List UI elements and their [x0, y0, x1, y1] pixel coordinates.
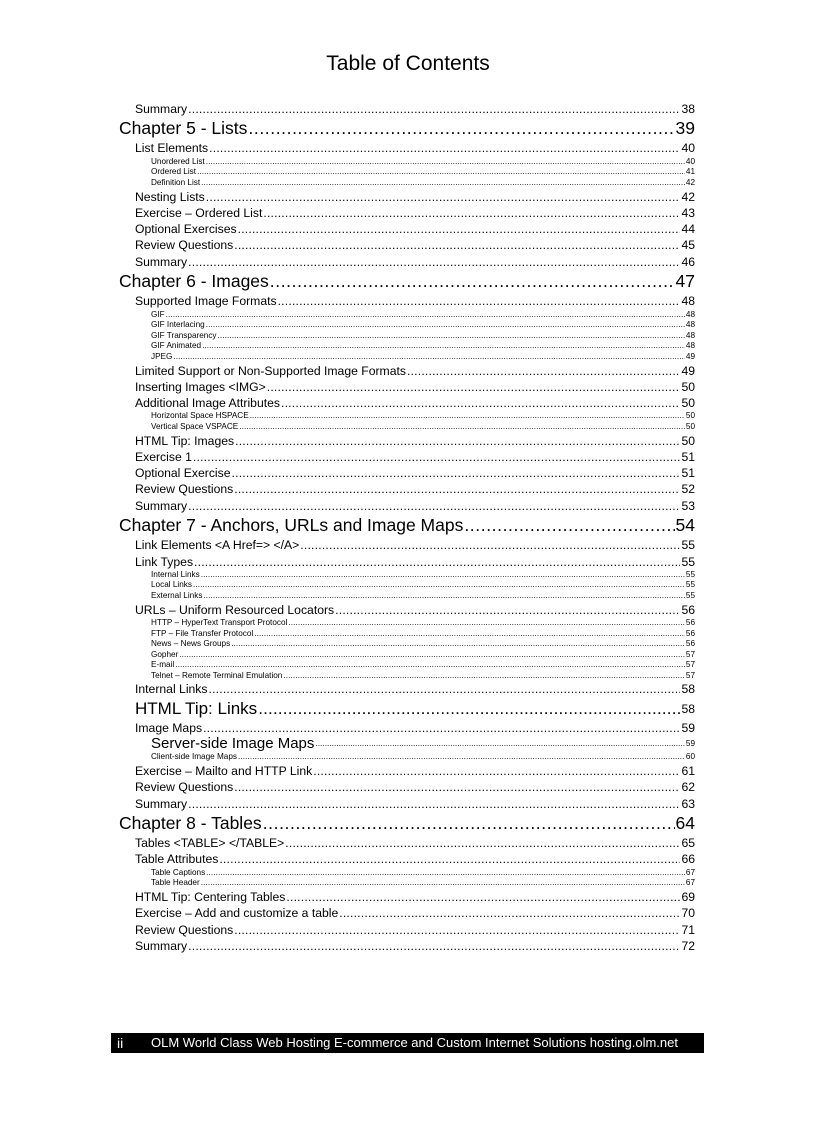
- toc-leader-dots: [206, 157, 685, 168]
- toc-entry-page: 51: [681, 449, 695, 464]
- toc-entry-title: Exercise – Add and customize a table: [135, 906, 339, 921]
- toc-entry-page: 59: [681, 720, 695, 735]
- toc-entry-title: Summary: [135, 102, 188, 116]
- toc-entry-title: GIF Interlacing: [151, 320, 205, 330]
- toc-entry-title: HTML Tip: Links: [135, 698, 258, 718]
- toc-entry-title: Local Links: [151, 580, 192, 590]
- toc-entry-page: 56: [681, 602, 695, 617]
- toc-leader-dots: [232, 465, 681, 481]
- toc-entry-title: Internal Links: [135, 682, 208, 697]
- toc-subsection-entry[interactable]: [119, 341, 695, 352]
- toc-entry-title: Review Questions: [135, 482, 234, 497]
- toc-leader-dots: [206, 320, 685, 331]
- footer-page-number: ii: [117, 1035, 124, 1051]
- toc-leader-dots: [166, 310, 685, 321]
- toc-entry-page: 48: [685, 320, 695, 330]
- toc-section-entry[interactable]: [119, 796, 695, 812]
- toc-entry-page: 51: [681, 466, 695, 481]
- toc-leader-dots: [285, 835, 680, 851]
- toc-leader-dots: [407, 363, 680, 379]
- toc-leader-dots: [231, 639, 685, 650]
- toc-leader-dots: [202, 341, 685, 352]
- toc-subsection-entry[interactable]: [119, 352, 695, 363]
- toc-leader-dots: [219, 851, 680, 867]
- toc-leader-dots: [263, 205, 680, 221]
- toc-leader-dots: [188, 796, 680, 812]
- toc-section-entry[interactable]: [119, 681, 695, 697]
- toc-subsection-entry[interactable]: [119, 178, 695, 189]
- toc-entry-page: 40: [681, 141, 695, 156]
- toc-leader-dots: [286, 889, 680, 905]
- toc-entry-title: Additional Image Attributes: [135, 396, 280, 411]
- toc-entry-title: HTML Tip: Images: [135, 433, 235, 448]
- toc-entry-title: Table Attributes: [135, 852, 219, 867]
- toc-leader-dots: [270, 270, 675, 293]
- toc-section-entry[interactable]: [119, 140, 695, 156]
- toc-entry-title: Chapter 8 - Tables: [119, 812, 262, 833]
- page-title: Table of Contents: [326, 52, 490, 75]
- toc-entry-title: Chapter 6 - Images: [119, 271, 269, 292]
- toc-entry-page: 48: [685, 341, 695, 351]
- toc-entry-page: 41: [685, 167, 695, 177]
- toc-entry-title: Optional Exercise: [135, 466, 231, 481]
- toc-subsection-entry[interactable]: [119, 868, 695, 879]
- toc-section-entry[interactable]: [119, 889, 695, 905]
- toc-entry-title: URLs – Uniform Resourced Locators: [135, 602, 335, 617]
- toc-subsection-entry[interactable]: [119, 570, 695, 581]
- toc-subsection-entry[interactable]: [119, 671, 695, 682]
- toc-leader-dots: [339, 905, 680, 921]
- toc-entry-title: News – News Groups: [151, 639, 231, 649]
- toc-leader-dots: [283, 671, 685, 682]
- toc-leader-dots: [197, 167, 685, 178]
- toc-entry-page: 57: [685, 660, 695, 670]
- toc-entry-title: Optional Exercises: [135, 222, 237, 237]
- toc-entry-page: 45: [681, 238, 695, 253]
- toc-entry-title: GIF Transparency: [151, 330, 217, 340]
- toc-subsection-entry[interactable]: [119, 752, 695, 763]
- toc-leader-dots: [239, 422, 685, 433]
- toc-section-entry[interactable]: [119, 922, 695, 938]
- toc-entry-title: Client-side Image Maps: [151, 752, 238, 762]
- toc-section-entry[interactable]: [119, 433, 695, 449]
- toc-entry-page: 50: [685, 411, 695, 421]
- toc-leader-dots: [175, 660, 685, 671]
- toc-section-entry[interactable]: [119, 465, 695, 481]
- toc-entry-page: 42: [681, 189, 695, 204]
- toc-entry-title: Link Types: [135, 554, 194, 569]
- toc-entry-page: 71: [681, 922, 695, 937]
- toc-section-entry[interactable]: [119, 720, 695, 736]
- toc-subsection-entry[interactable]: [119, 422, 695, 433]
- toc-leader-dots: [201, 878, 685, 889]
- toc-entry-title: Link Elements <A Href=> </A>: [135, 538, 300, 553]
- toc-section-entry[interactable]: [119, 779, 695, 795]
- toc-subsection-entry[interactable]: [119, 580, 695, 591]
- toc-entry-page: 44: [681, 222, 695, 237]
- toc-subsection-entry[interactable]: [119, 157, 695, 168]
- toc-leader-dots: [235, 433, 680, 449]
- toc-entry-page: 48: [681, 294, 695, 309]
- toc-section-entry[interactable]: [119, 835, 695, 851]
- toc-entry-page: 67: [685, 867, 695, 877]
- toc-subsection-entry[interactable]: [119, 629, 695, 640]
- toc-section-entry[interactable]: [119, 293, 695, 309]
- toc-entry-page: 58: [681, 682, 695, 697]
- toc-entry-page: 69: [681, 889, 695, 904]
- toc-leader-dots: [238, 221, 681, 237]
- toc-entry-title: Exercise 1: [135, 449, 192, 464]
- toc-leader-dots: [281, 395, 680, 411]
- toc-leader-dots: [201, 178, 685, 189]
- toc-entry-title: HTML Tip: Centering Tables: [135, 889, 286, 904]
- toc-subsection-entry[interactable]: [119, 650, 695, 661]
- toc-entry-page: 50: [681, 396, 695, 411]
- toc-entry-title: FTP – File Transfer Protocol: [151, 628, 254, 638]
- toc-entry-page: 55: [681, 538, 695, 553]
- toc-entry-title: Server-side Image Maps: [151, 736, 315, 753]
- toc-entry-title: Tables <TABLE> </TABLE>: [135, 836, 285, 851]
- toc-leader-dots: [218, 331, 685, 342]
- toc-entry-page: 38: [681, 102, 695, 116]
- toc-leader-dots: [206, 189, 681, 205]
- toc-leader-dots: [188, 101, 680, 117]
- toc-entry-page: 48: [685, 330, 695, 340]
- toc-section-entry[interactable]: [119, 221, 695, 237]
- toc-entry-page: 53: [681, 498, 695, 513]
- toc-leader-dots: [188, 254, 680, 270]
- toc-leader-dots: [335, 602, 680, 618]
- toc-entry-title: List Elements: [135, 141, 209, 156]
- toc-section-entry[interactable]: [119, 254, 695, 270]
- toc-chapter-entry[interactable]: [119, 514, 695, 537]
- toc-entry-title: Definition List: [151, 177, 201, 187]
- toc-leader-dots: [234, 481, 680, 497]
- toc-leader-dots: [234, 922, 680, 938]
- toc-leader-dots: [201, 570, 685, 581]
- toc-entry-title: Internal Links: [151, 569, 200, 579]
- toc-entry-page: 72: [681, 938, 695, 953]
- toc-entry-page: 62: [681, 780, 695, 795]
- toc-leader-dots: [278, 293, 681, 309]
- toc-entry-page: 61: [681, 764, 695, 779]
- toc-entry-page: 54: [675, 515, 695, 536]
- toc-entry-title: Chapter 5 - Lists: [119, 118, 248, 139]
- toc-subsection-entry[interactable]: [119, 736, 695, 752]
- toc-entry-title: Exercise – Ordered List: [135, 205, 263, 220]
- toc-leader-dots: [193, 449, 681, 465]
- toc-section-entry[interactable]: [119, 763, 695, 779]
- toc-section-entry[interactable]: [119, 237, 695, 253]
- toc-leader-dots: [267, 379, 681, 395]
- toc-leader-dots: [203, 591, 684, 602]
- toc-leader-dots: [179, 650, 685, 661]
- toc-entry-page: 57: [685, 670, 695, 680]
- toc-entry-title: Review Questions: [135, 238, 234, 253]
- toc-section-entry[interactable]: [119, 851, 695, 867]
- toc-entry-page: 56: [685, 617, 695, 627]
- toc-entry-page: 50: [681, 433, 695, 448]
- toc-subsection-entry[interactable]: [119, 331, 695, 342]
- toc-entry-page: 43: [681, 205, 695, 220]
- toc-entry-page: 67: [685, 878, 695, 888]
- toc-section-entry[interactable]: [119, 101, 695, 117]
- page-footer: [111, 1033, 704, 1053]
- toc-entry-title: Image Maps: [135, 720, 203, 735]
- toc-entry-title: Summary: [135, 498, 188, 513]
- toc-chapter-entry[interactable]: [119, 812, 695, 835]
- toc-leader-dots: [263, 812, 675, 835]
- toc-entry-page: 49: [681, 363, 695, 378]
- toc-leader-dots: [238, 752, 685, 763]
- toc-entry-title: External Links: [151, 591, 203, 601]
- toc-entry-page: 64: [675, 812, 695, 833]
- toc-entry-page: 55: [681, 554, 695, 569]
- toc-subsection-entry[interactable]: [119, 310, 695, 321]
- toc-entry-title: Table Header: [151, 878, 200, 888]
- toc-section-entry[interactable]: [119, 498, 695, 514]
- toc-entry-title: GIF: [151, 309, 165, 319]
- toc-entry-title: Summary: [135, 938, 188, 953]
- toc-section-entry[interactable]: [119, 602, 695, 618]
- toc-leader-dots: [188, 498, 680, 514]
- toc-section-entry[interactable]: [119, 554, 695, 570]
- toc-entry-page: 56: [685, 639, 695, 649]
- toc-leader-dots: [464, 514, 674, 537]
- toc-leader-dots: [194, 554, 680, 570]
- toc-entry-title: Summary: [135, 796, 188, 811]
- toc-subsection-entry[interactable]: [119, 660, 695, 671]
- table-of-contents: [119, 101, 695, 954]
- toc-section-entry[interactable]: [119, 395, 695, 411]
- toc-section-entry[interactable]: [119, 481, 695, 497]
- toc-chapter-entry[interactable]: [119, 270, 695, 293]
- toc-entry-title: Table Captions: [151, 867, 206, 877]
- toc-leader-dots: [315, 736, 684, 752]
- toc-leader-dots: [234, 237, 680, 253]
- toc-leader-dots: [188, 938, 680, 954]
- toc-entry-page: 40: [685, 156, 695, 166]
- toc-leader-dots: [193, 580, 685, 591]
- toc-entry-title: Limited Support or Non-Supported Image Formats: [135, 363, 406, 378]
- toc-subsection-entry[interactable]: [119, 639, 695, 650]
- toc-entry-page: 56: [685, 628, 695, 638]
- toc-subsection-entry[interactable]: [119, 320, 695, 331]
- toc-leader-dots: [248, 117, 674, 140]
- toc-leader-dots: [288, 618, 685, 629]
- toc-entry-title: HTTP – HyperText Transport Protocol: [151, 617, 288, 627]
- toc-entry-page: 46: [681, 254, 695, 269]
- toc-section-entry[interactable]: [119, 449, 695, 465]
- toc-leader-dots: [250, 411, 685, 422]
- toc-entry-page: 52: [681, 482, 695, 497]
- toc-leader-dots: [234, 779, 680, 795]
- toc-section-entry[interactable]: [119, 537, 695, 553]
- toc-entry-page: 49: [685, 351, 695, 361]
- toc-leader-dots: [254, 629, 685, 640]
- toc-entry-page: 60: [685, 752, 695, 762]
- toc-leader-dots: [203, 720, 680, 736]
- toc-entry-title: Telnet – Remote Terminal Emulation: [151, 670, 283, 680]
- toc-entry-title: Review Questions: [135, 780, 234, 795]
- toc-entry-page: 57: [685, 649, 695, 659]
- toc-entry-page: 59: [685, 739, 695, 749]
- toc-leader-dots: [258, 698, 680, 720]
- toc-section-entry[interactable]: [119, 379, 695, 395]
- toc-entry-page: 50: [681, 379, 695, 394]
- toc-entry-title: Inserting Images <IMG>: [135, 379, 266, 394]
- toc-entry-page: 63: [681, 796, 695, 811]
- toc-section-entry[interactable]: [119, 698, 695, 720]
- toc-entry-page: 66: [681, 852, 695, 867]
- toc-entry-title: Ordered List: [151, 167, 197, 177]
- footer-text: OLM World Class Web Hosting E-commerce and Custom Internet Solutions hosting.olm.net: [151, 1035, 678, 1050]
- toc-leader-dots: [209, 140, 680, 156]
- toc-entry-title: E-mail: [151, 660, 175, 670]
- toc-leader-dots: [209, 681, 681, 697]
- toc-chapter-entry[interactable]: [119, 117, 695, 140]
- toc-entry-page: 55: [685, 569, 695, 579]
- toc-entry-page: 70: [681, 906, 695, 921]
- toc-leader-dots: [206, 868, 685, 879]
- toc-section-entry[interactable]: [119, 363, 695, 379]
- toc-leader-dots: [173, 352, 685, 363]
- toc-entry-page: 48: [685, 309, 695, 319]
- toc-subsection-entry[interactable]: [119, 591, 695, 602]
- toc-entry-page: 55: [685, 580, 695, 590]
- toc-entry-title: Review Questions: [135, 922, 234, 937]
- toc-entry-title: Unordered List: [151, 156, 205, 166]
- toc-subsection-entry[interactable]: [119, 167, 695, 178]
- toc-section-entry[interactable]: [119, 938, 695, 954]
- toc-entry-title: JPEG: [151, 351, 173, 361]
- toc-entry-page: 55: [685, 591, 695, 601]
- toc-entry-title: Supported Image Formats: [135, 294, 277, 309]
- toc-subsection-entry[interactable]: [119, 411, 695, 422]
- toc-entry-title: GIF Animated: [151, 341, 202, 351]
- toc-section-entry[interactable]: [119, 189, 695, 205]
- toc-entry-page: 42: [685, 177, 695, 187]
- toc-entry-page: 58: [681, 701, 695, 716]
- toc-entry-page: 50: [685, 421, 695, 431]
- toc-entry-title: Vertical Space VSPACE: [151, 421, 239, 431]
- toc-entry-title: Exercise – Mailto and HTTP Link: [135, 764, 313, 779]
- toc-entry-page: 39: [675, 118, 695, 139]
- toc-entry-title: Gopher: [151, 649, 179, 659]
- toc-leader-dots: [313, 763, 680, 779]
- toc-section-entry[interactable]: [119, 905, 695, 921]
- toc-entry-page: 65: [681, 836, 695, 851]
- toc-leader-dots: [300, 537, 680, 553]
- toc-entry-title: Horizontal Space HSPACE: [151, 411, 249, 421]
- toc-entry-page: 47: [675, 271, 695, 292]
- toc-entry-title: Nesting Lists: [135, 189, 205, 204]
- toc-entry-title: Summary: [135, 254, 188, 269]
- toc-subsection-entry[interactable]: [119, 618, 695, 629]
- toc-entry-title: Chapter 7 - Anchors, URLs and Image Maps: [119, 515, 464, 536]
- toc-subsection-entry[interactable]: [119, 878, 695, 889]
- toc-section-entry[interactable]: [119, 205, 695, 221]
